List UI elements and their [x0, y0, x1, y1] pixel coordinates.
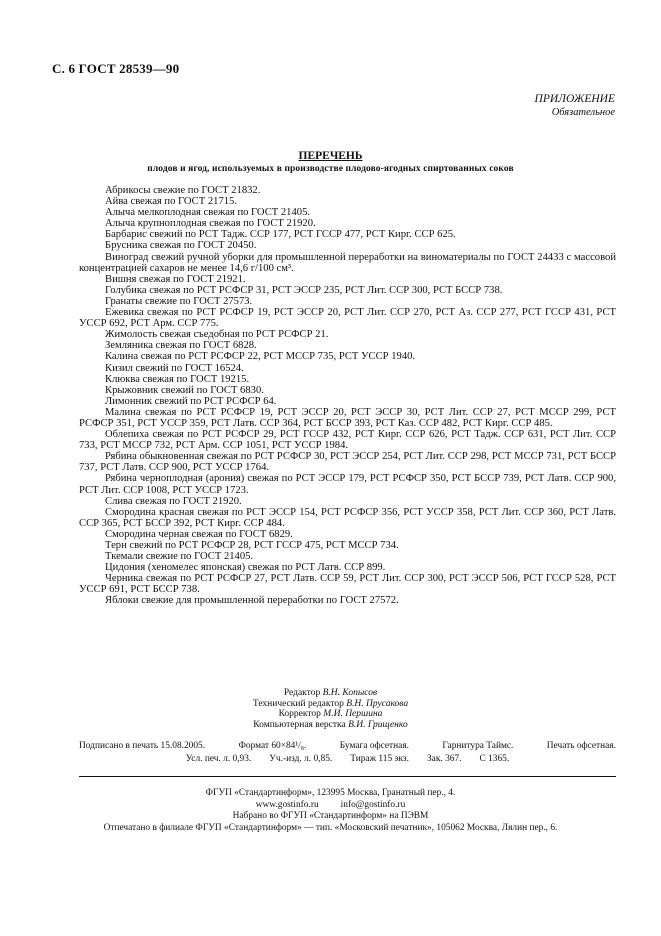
publishing-info [79, 740, 616, 766]
appendix-label [535, 93, 615, 119]
fruit-list [79, 185, 616, 607]
appendix-status: Обязательное [551, 107, 615, 118]
list-item: Рябина черноплодная (арония) свежая по РСТ ЭССР 179, РСТ РСФСР 350, РСТ БССР 739, РСТ Латв. ССР 900, РСТ Лит. ССР 1008, РСТ УССР 1723. [79, 473, 616, 496]
list-item: Ткемали свежие по ГОСТ 21405. [105, 551, 254, 563]
footer-divider [79, 776, 616, 777]
credit-name: М.И. Першина [323, 709, 383, 720]
list-item: Голубика свежая по РСТ РСФСР 31, РСТ ЭССР 235, РСТ Лит. ССР 300, РСТ БССР 738. [105, 284, 503, 296]
list-item: Ежевика свежая по РСТ РСФСР 19, РСТ ЭССР 20, РСТ Лит. ССР 270, РСТ Аз. ССР 277, РСТ ГССР 431, РСТ УССР 692, РСТ Арм. ССР 775. [79, 307, 616, 330]
paper: Бумага офсетная. [339, 741, 409, 751]
credit-line [0, 688, 661, 699]
print-type: Печать офсетная. [546, 741, 616, 751]
list-item: Облепиха свежая по РСТ РСФСР 29, РСТ ГССР 432, РСТ Кирг. ССР 626, РСТ Тадж. ССР 631, РСТ Лит. ССР 733, РСТ МССР 732, РСТ Арм. ССР 1051, РСТ УССР 1984. [79, 429, 616, 452]
publisher-address: ФГУП «Стандартинформ», 123995 Москва, Гранатный пер., 4. [205, 788, 456, 798]
signed-date: Подписано в печать 15.08.2005. [79, 741, 206, 751]
credit-name: В.Н. Копысов [322, 688, 378, 698]
list-item: Слива свежая по ГОСТ 21920. [105, 495, 242, 507]
list-item: Черника свежая по РСТ РСФСР 27, РСТ Латв. ССР 59, РСТ Лит. ССР 300, РСТ ЭССР 506, РСТ ГССР 528, РСТ УССР 691, РСТ БССР 738. [79, 573, 616, 596]
credit-line [0, 699, 661, 710]
list-item: Вишня свежая по ГОСТ 21921. [105, 273, 246, 285]
print-sheets: Усл. печ. л. 0,93. [185, 754, 252, 764]
list-item: Крыжовник свежий по ГОСТ 6830. [105, 384, 264, 396]
list-item: Рябина обыкновенная свежая по РСТ РСФСР 30, РСТ ЭССР 254, РСТ Лит. ССР 298, РСТ МССР 731, РСТ БССР 737, РСТ Латв. ССР 900, РСТ УССР 1764. [79, 451, 616, 474]
list-item: Терн свежий по РСТ РСФСР 28, РСТ ГССР 475, РСТ МССР 734. [105, 540, 399, 551]
credit-line [0, 709, 661, 720]
print-run: Тираж 115 экз. [350, 754, 409, 764]
appendix-title: ПРИЛОЖЕНИЕ [534, 93, 615, 105]
list-item: Алыча мелкоплодная свежая по ГОСТ 21405. [105, 207, 311, 219]
footer [0, 788, 661, 834]
list-item: Алыча крупноплодная свежая по ГОСТ 21920. [105, 218, 316, 230]
list-item: Барбарис свежий по РСТ Тадж. ССР 177, РСТ ГССР 477, РСТ Кирг. ССР 625. [105, 229, 456, 241]
typeface: Гарнитура Таймс. [442, 741, 514, 751]
website-link[interactable]: www.gostinfo.ru [255, 799, 319, 810]
credit-role: Технический редактор [252, 698, 344, 709]
list-item: Яблоки свежие для промышленной переработки по ГОСТ 27572. [105, 595, 399, 607]
list-item: Смородина черная свежая по ГОСТ 6829. [105, 528, 293, 540]
list-item: Брусника свежая по ГОСТ 20450. [105, 240, 257, 252]
page-header: С. 6 ГОСТ 28539—90 [52, 61, 180, 76]
order-number: Зак. 367. [426, 754, 462, 764]
edition-sheets: Уч.-изд. л. 0,85. [269, 754, 333, 764]
list-item: Лимонник свежий по РСТ РСФСР 64. [105, 395, 277, 407]
credit-role: Редактор [283, 688, 321, 698]
list-item: Жимолость свежая съедобная по РСТ РСФСР 21. [105, 329, 329, 341]
list-item: Цидония (хеномелес японская) свежая по РСТ Латв. ССР 899. [105, 562, 386, 574]
document-title: ПЕРЕЧЕНЬ [298, 150, 363, 162]
printed-note: Отпечатано в филиале ФГУП «Стандартинформ» — тип. «Московский печатник», 105062 Москва, Лялин пер., 6. [103, 822, 558, 833]
credit-role: Корректор [278, 709, 321, 720]
list-item: Виноград свежий ручной уборки для промышленной переработки на виноматериалы по ГОСТ 24433 с массовой концентрацией сахаров не менее 14,6 г/100 см³. [79, 251, 616, 274]
list-item: Кизил свежий по ГОСТ 16524. [105, 362, 244, 374]
credit-name: В.И. Грищенко [348, 719, 408, 730]
document-subtitle: плодов и ягод, используемых в производстве плодово-ягодных спиртованных соков [147, 164, 514, 174]
list-item: Гранаты свежие по ГОСТ 27573. [105, 295, 253, 307]
list-item: Калина свежая по РСТ РСФСР 22, РСТ МССР 735, РСТ УССР 1940. [105, 351, 416, 363]
format: Формат 60×84¹/₈. [238, 741, 307, 751]
list-item: Клюква свежая по ГОСТ 19215. [105, 373, 250, 385]
list-item: Айва свежая по ГОСТ 21715. [105, 196, 237, 208]
email-link[interactable]: info@gostinfo.ru [340, 799, 406, 810]
list-item: Земляника свежая по ГОСТ 6828. [105, 340, 257, 352]
list-item: Смородина красная свежая по РСТ ЭССР 154, РСТ РСФСР 356, РСТ УССР 358, РСТ Лит. ССР 360, РСТ Латв. ССР 365, РСТ БССР 392, РСТ Кирг. ССР 484. [79, 506, 616, 529]
list-item: Абрикосы свежие по ГОСТ 21832. [105, 185, 261, 196]
typeset-note: Набрано во ФГУП «Стандартинформ» на ПЭВМ [232, 811, 429, 821]
list-item: Малина свежая по РСТ РСФСР 19, РСТ ЭССР 20, РСТ ЭССР 30, РСТ Лит. ССР 27, РСТ МССР 299, РСТ РСФСР 351, РСТ УССР 359, РСТ Латв. ССР 364, РСТ БССР 393, РСТ Каз. ССР 482, РСТ Кирг. ССР 485. [79, 406, 616, 429]
code: С 1365. [479, 754, 510, 764]
credit-line [0, 720, 661, 731]
credits-block [0, 688, 661, 730]
credit-name: В.Н. Прусакова [346, 698, 409, 709]
credit-role: Компьютерная верстка [253, 719, 346, 730]
